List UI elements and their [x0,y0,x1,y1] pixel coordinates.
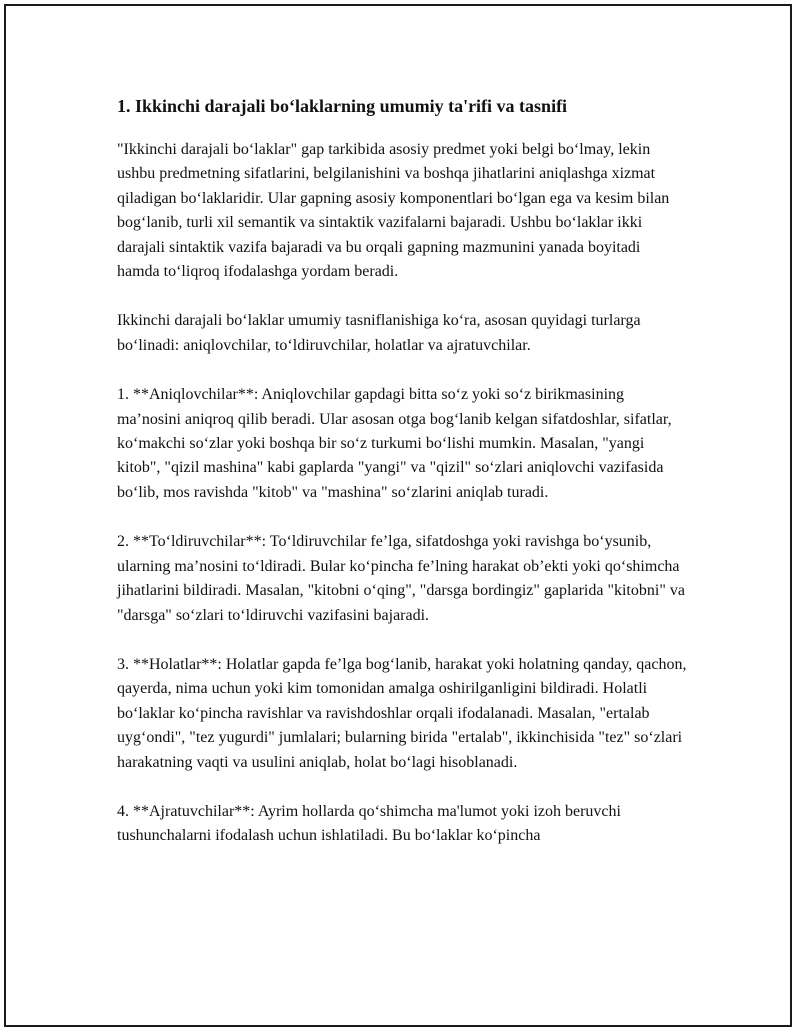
document-body [117,92,687,874]
paragraph-ajratuvchilar: 4. **Ajratuvchilar**: Ayrim hollarda qoʻshimcha ma'lumot yoki izoh beruvchi tushunchalarni ifodalash uchun ishlatiladi. Bu boʻlaklar koʻpincha [117,802,621,845]
paragraph-classification: Ikkinchi darajali boʻlaklar umumiy tasniflanishiga koʻra, asosan quyidagi turlarga boʻlinadi: aniqlovchilar, toʻldiruvchilar, holatlar va ajratuvchilar. [117,312,641,354]
section-heading: 1. Ikkinchi darajali boʻlaklarning umumiy ta'rifi va tasnifi [117,96,568,116]
paragraph-aniqlovchilar: 1. **Aniqlovchilar**: Aniqlovchilar gapdagi bitta soʻz yoki soʻz birikmasining maʼnosini aniqroq qilib beradi. Ular asosan otga bogʻlanib kelgan sifatdoshlar, sifatlar, koʻmakchi soʻzlar yoki boshqa bir soʻz turkumi boʻlishi mumkin. Masalan, "yangi kitob", "qizil mashina" kabi gaplarda "yangi" va "qizil" soʻzlari aniqlovchi vazifasida boʻlib, mos ravishda "kitob" va "mashina" soʻzlarini aniqlab turadi. [117,386,672,501]
paragraph-toldiruvchilar: 2. **Toʻldiruvchilar**: Toʻldiruvchilar feʼlga, sifatdoshga yoki ravishga boʻysunib, ularning maʼnosini toʻldiradi. Bular koʻpincha feʼlning harakat obʼekti yoki qoʻshimcha jihatlarini bildiradi. Masalan, "kitobni oʻqing", "darsga bordingiz" gaplarida "kitobni" va "darsga" soʻzlari toʻldiruvchi vazifasini bajaradi. [117,533,685,624]
paragraph-holatlar: 3. **Holatlar**: Holatlar gapda feʼlga bogʻlanib, harakat yoki holatning qanday, qachon, qayerda, nima uchun yoki kim tomonidan amalga oshirilganligini bildiradi. Holatli boʻlaklar koʻpincha ravishlar va ravishdoshlar orqali ifodalanadi. Masalan, "ertalab uygʻondi", "tez yugurdi" jumlalari; bularning birida "ertalab", ikkinchisida "tez" soʻzlari harakatning vaqti va usulini aniqlab, holat boʻlagi hisoblanadi. [117,655,687,771]
paragraph-intro: "Ikkinchi darajali boʻlaklar" gap tarkibida asosiy predmet yoki belgi boʻlmay, lekin ushbu predmetning sifatlarini, belgilanishini va boshqa jihatlarini aniqlashga xizmat qiladigan boʻlaklaridir. Ular gapning asosiy komponentlari boʻlgan ega va kesim bilan bogʻlanib, turli xil semantik va sintaktik vazifalarni bajaradi. Ushbu boʻlaklar ikki darajali sintaktik vazifa bajaradi va bu orqali gapning mazmunini yanada boyitadi hamda toʻliqroq ifodalashga yordam beradi. [117,141,670,281]
